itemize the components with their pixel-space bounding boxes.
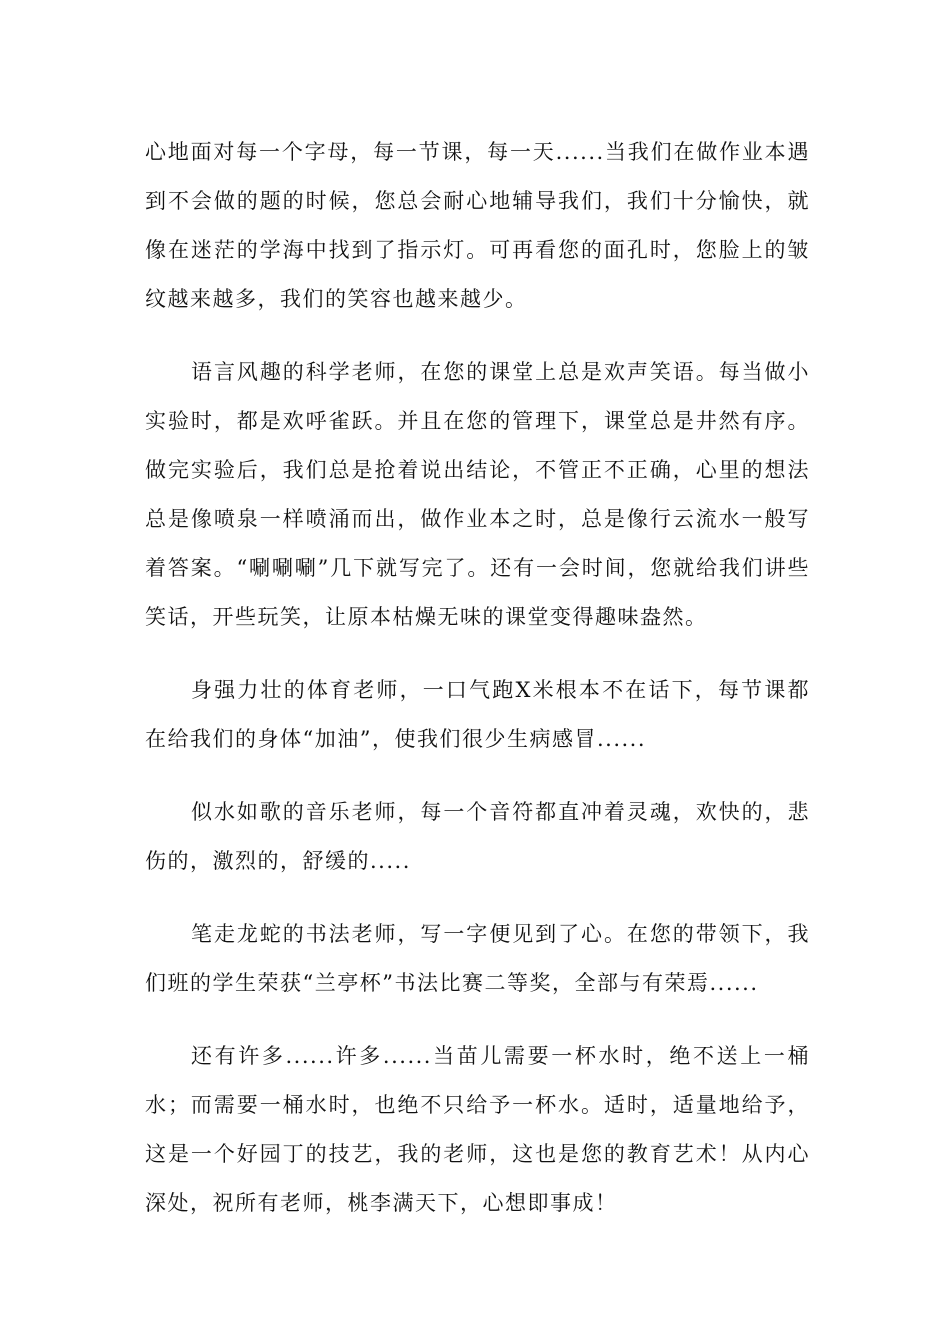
document-body bbox=[145, 128, 810, 1252]
paragraph-calligraphy-teacher: 笔走龙蛇的书法老师，写一字便见到了心。在您的带领下，我们班的学生荣获“兰亭杯”书法比赛二等奖，全部与有荣焉...... bbox=[145, 922, 810, 995]
paragraph-conclusion: 还有许多......许多......当苗儿需要一杯水时，绝不送上一桶水；而需要一桶水时，也绝不只给予一杯水。适时，适量地给予，这是一个好园丁的技艺，我的老师，这也是您的教育艺术！从内心深处，祝所有老师，桃李满天下，心想即事成！ bbox=[145, 1044, 810, 1215]
paragraph-science-teacher: 语言风趣的科学老师，在您的课堂上总是欢声笑语。每当做小实验时，都是欢呼雀跃。并且在您的管理下，课堂总是井然有序。做完实验后，我们总是抢着说出结论，不管正不正确，心里的想法总是像喷泉一样喷涌而出，做作业本之时，总是像行云流水一般写着答案。“唰唰唰”几下就写完了。还有一会时间，您就给我们讲些笑话，开些玩笑，让原本枯燥无味的课堂变得趣味盎然。 bbox=[145, 360, 810, 629]
paragraph-pe-teacher: 身强力壮的体育老师，一口气跑X米根本不在话下，每节课都在给我们的身体“加油”，使我们很少生病感冒...... bbox=[145, 678, 810, 751]
paragraph-music-teacher: 似水如歌的音乐老师，每一个音符都直冲着灵魂，欢快的，悲伤的，激烈的，舒缓的..... bbox=[145, 800, 810, 873]
paragraph-continuation: 心地面对每一个字母，每一节课，每一天......当我们在做作业本遇到不会做的题的时候，您总会耐心地辅导我们，我们十分愉快，就像在迷茫的学海中找到了指示灯。可再看您的面孔时，您脸上的皱纹越来越多，我们的笑容也越来越少。 bbox=[145, 140, 810, 311]
